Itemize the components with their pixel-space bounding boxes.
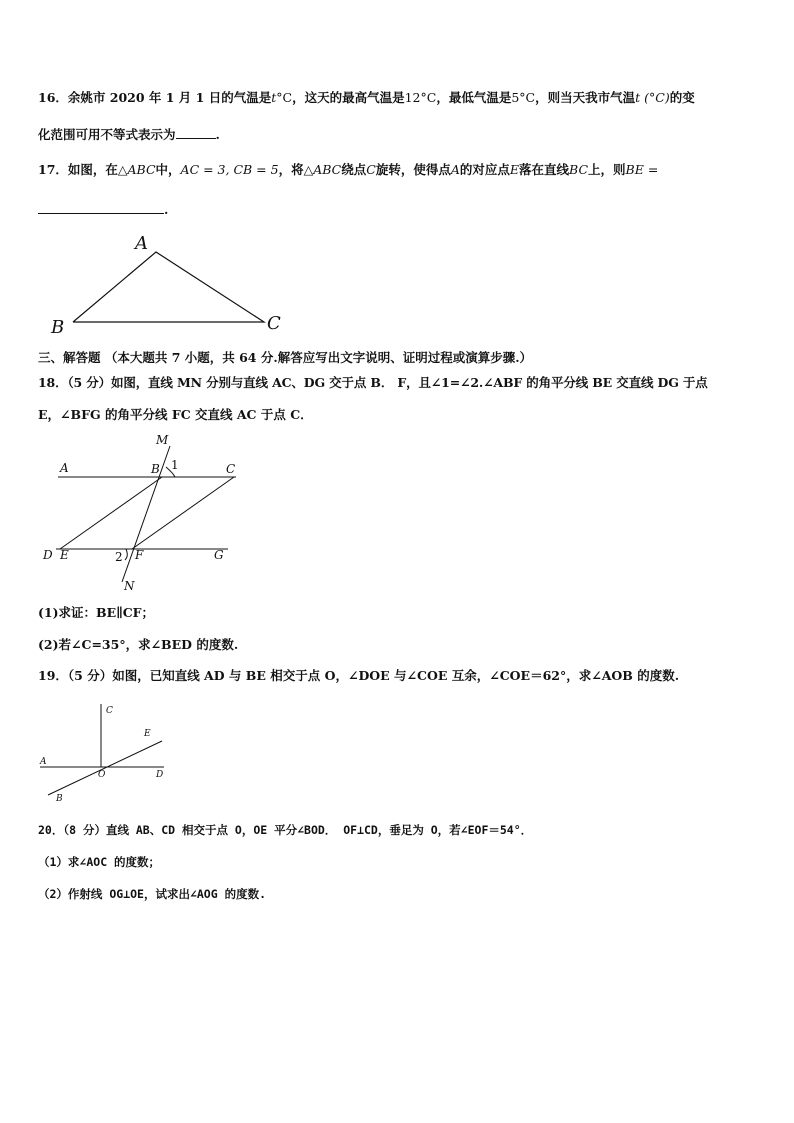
q16-text-2-end: . (215, 127, 220, 142)
q18-line-mn (122, 446, 170, 582)
q18-label-a: A (60, 461, 69, 475)
q16-text-d: ，则当天我市气温 (535, 90, 636, 105)
q18-label-2: 2 (115, 550, 123, 564)
q19-label-b: B (56, 794, 63, 804)
q18-angle2-arc (125, 549, 127, 560)
q16-line1 (38, 89, 756, 107)
q17-given: AC = 3, CB = 5 (180, 162, 279, 177)
q18-parallel-lines-figure (40, 432, 250, 597)
q17-mid2: ，将 (278, 162, 304, 177)
q20-part1: （1）求∠AOC 的度数； (38, 855, 161, 869)
q16-text-c: ，最低气温是 (436, 90, 512, 105)
q19-text: 19．（5 分）如图，已知直线 AD 与 BE 相交于点 O，∠DOE 与∠COE 互余，∠COE＝62°，求∠AOB 的度数. (38, 668, 680, 683)
q19-label-d: D (156, 770, 164, 780)
section-3-heading: 三、解答题 （本大题共 7 小题，共 64 分.解答应写出文字说明、证明过程或演算步骤.） (38, 350, 533, 365)
q17-tri1: △ABC (117, 162, 156, 177)
q16-text-2: 化范围可用不等式表示为 (38, 127, 176, 142)
q18-part1: (1)求证：BE∥CF； (38, 605, 155, 620)
q17-tri2: △ABC (303, 162, 342, 177)
q17-mid6: 落在直线 (519, 162, 570, 177)
q16-text-b: ，这天的最高气温是 (292, 90, 405, 105)
q16-line2 (38, 125, 756, 144)
q17-end: . (164, 202, 169, 217)
q16-t-paren: t (°C) (635, 90, 670, 105)
q17-line1 (38, 161, 756, 179)
q19-label-e: E (144, 729, 151, 739)
q17-triangle-figure (40, 230, 290, 340)
q18-label-e: E (60, 548, 69, 562)
q18-label-n: N (124, 579, 135, 593)
q17-point-a: A (450, 162, 460, 177)
q19-label-o: O (98, 770, 106, 780)
q18-label-c: C (226, 462, 236, 476)
q16-answer-blank[interactable] (176, 125, 216, 139)
q18-line1: 18．（5 分）如图，直线 MN 分别与直线 AC、DG 交于点 B． F，且∠1=∠2.∠ABF 的角平分线 BE 交直线 DG 于点 (38, 375, 708, 390)
q18-line2: E，∠BFG 的角平分线 FC 交直线 AC 于点 C． (38, 407, 313, 422)
q20-text: 20．（8 分）直线 AB、CD 相交于点 O，OE 平分∠BOD． OF⊥CD，垂足为 O，若∠EOF＝54°． (38, 823, 533, 837)
q17-triangle (73, 252, 264, 322)
q19-label-c: C (106, 706, 113, 716)
q18-label-f: F (135, 548, 144, 562)
q17-line-bc: BC (569, 162, 589, 177)
q16-unit: °C (276, 90, 293, 105)
q18-label-d: D (43, 548, 53, 562)
q19-label-a: A (40, 757, 47, 767)
q17-label-a: A (135, 233, 148, 254)
q17-prefix: 17．如图，在 (38, 162, 118, 177)
q17-be: BE = (625, 162, 659, 177)
q17-mid4: 旋转，使得点 (375, 162, 451, 177)
q17-mid1: 中， (155, 162, 181, 177)
q20-part2: （2）作射线 OG⊥OE，试求出∠AOG 的度数. (38, 887, 267, 901)
q18-label-1: 1 (171, 458, 179, 472)
q17-point-c: C (366, 162, 376, 177)
q18-label-b: B (151, 462, 160, 476)
q18-label-m: M (156, 433, 169, 447)
q16-text-e: 的变 (669, 90, 695, 105)
q19-line-be (48, 741, 162, 795)
q18-part2: (2)若∠C=35°，求∠BED 的度数. (38, 637, 239, 652)
q16-high: 12°C (404, 90, 437, 105)
q17-mid3: 绕点 (341, 162, 367, 177)
q17-answer-blank[interactable] (38, 200, 164, 214)
q17-mid7: 上，则 (588, 162, 626, 177)
q17-label-b: B (51, 317, 65, 338)
q17-mid5: 的对应点 (459, 162, 510, 177)
q16-low: 5°C (511, 90, 536, 105)
q17-point-e: E (509, 162, 520, 177)
q19-intersecting-lines-figure (38, 700, 178, 810)
q16-t: t (271, 90, 277, 105)
q18-label-g: G (214, 548, 224, 562)
q16-text-a: 16．余姚市 2020 年 1 月 1 日的气温是 (38, 90, 272, 105)
q17-label-c: C (267, 313, 281, 334)
q17-line2 (38, 200, 756, 219)
